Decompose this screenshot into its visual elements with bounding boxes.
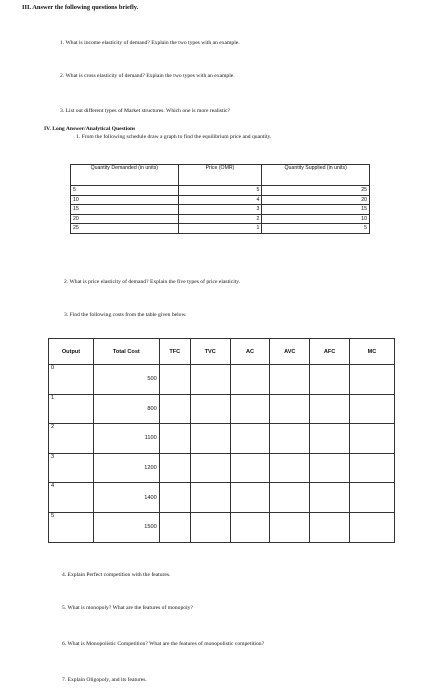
section-4-heading: IV. Long Answer/Analytical Questions [44, 126, 136, 132]
empty-cell [270, 365, 310, 395]
empty-cell [190, 424, 230, 454]
empty-cell [159, 483, 190, 513]
question-4-1: 1. From the following schedule draw a graph to find the equilibrium price and quantity. [76, 134, 272, 140]
question-4-5: 5. What is monopoly? What are the features of monopoly? [62, 605, 193, 611]
empty-cell [310, 365, 350, 395]
output-cell: 3 [49, 453, 94, 483]
cost-header-ac: AC [230, 339, 270, 365]
empty-cell [349, 483, 394, 513]
empty-cell [270, 453, 310, 483]
section-3-heading: III. Answer the following questions briefly. [22, 4, 139, 11]
output-cell: 2 [49, 424, 94, 454]
empty-cell [159, 512, 190, 542]
empty-cell [310, 424, 350, 454]
empty-cell [159, 394, 190, 424]
qd-cell: 15 [71, 205, 179, 215]
empty-cell [349, 453, 394, 483]
empty-cell [270, 483, 310, 513]
table-row [71, 214, 370, 224]
empty-cell [159, 424, 190, 454]
total-cost-cell: 1400 [93, 483, 159, 513]
qs-cell: 5 [262, 224, 370, 234]
empty-cell [310, 453, 350, 483]
table-row [49, 483, 395, 513]
empty-cell [230, 394, 270, 424]
empty-cell [349, 394, 394, 424]
cost-header-output: Output [49, 339, 94, 365]
total-cost-cell: 800 [93, 394, 159, 424]
empty-cell [349, 512, 394, 542]
price-cell: 1 [178, 224, 262, 234]
table-row [49, 394, 395, 424]
empty-cell [270, 512, 310, 542]
question-4-4: 4. Explain Perfect competition with the features. [62, 572, 171, 578]
total-cost-cell: 500 [93, 365, 159, 395]
empty-cell [349, 424, 394, 454]
schedule-header-qd: Quantity Demanded (in units) [71, 165, 179, 186]
table-row [71, 205, 370, 215]
output-cell: 4 [49, 483, 94, 513]
table-row [71, 186, 370, 196]
output-cell: 5 [49, 512, 94, 542]
schedule-table [70, 164, 370, 234]
table-row [49, 512, 395, 542]
price-cell: 2 [178, 214, 262, 224]
empty-cell [230, 424, 270, 454]
cost-header-mc: MC [349, 339, 394, 365]
qs-cell: 10 [262, 214, 370, 224]
empty-cell [230, 483, 270, 513]
price-cell: 3 [178, 205, 262, 215]
price-cell: 4 [178, 195, 262, 205]
qd-cell: 20 [71, 214, 179, 224]
schedule-header-price: Price (OMR) [178, 165, 262, 186]
price-cell: 5 [178, 186, 262, 196]
output-cell: 0 [49, 365, 94, 395]
empty-cell [190, 394, 230, 424]
total-cost-cell: 1500 [93, 512, 159, 542]
empty-cell [190, 453, 230, 483]
empty-cell [349, 365, 394, 395]
cost-table [48, 338, 395, 543]
table-row [49, 365, 395, 395]
qd-cell: 5 [71, 186, 179, 196]
empty-cell [270, 424, 310, 454]
cost-header-row [49, 339, 395, 365]
qs-cell: 20 [262, 195, 370, 205]
cost-header-avc: AVC [270, 339, 310, 365]
table-row [71, 195, 370, 205]
table-row [71, 224, 370, 234]
cost-header-afc: AFC [310, 339, 350, 365]
empty-cell [159, 453, 190, 483]
table-row [49, 424, 395, 454]
qd-cell: 10 [71, 195, 179, 205]
question-3-1: 1. What is income elasticity of demand? Explain the two types with an example. [60, 40, 240, 46]
empty-cell [310, 483, 350, 513]
schedule-header-qs: Quantity Supplied (in units) [262, 165, 370, 186]
empty-cell [230, 512, 270, 542]
question-4-6: 6. What is Monopolistic Competition? What are the features of monopolistic competition? [62, 641, 265, 647]
empty-cell [159, 365, 190, 395]
question-4-7: 7. Explain Oligopoly, and its features. [62, 677, 147, 683]
cost-header-tvc: TVC [190, 339, 230, 365]
empty-cell [230, 365, 270, 395]
schedule-header-row [71, 165, 370, 186]
empty-cell [230, 453, 270, 483]
empty-cell [190, 512, 230, 542]
cost-header-tfc: TFC [159, 339, 190, 365]
qs-cell: 15 [262, 205, 370, 215]
output-cell: 1 [49, 394, 94, 424]
qd-cell: 25 [71, 224, 179, 234]
total-cost-cell: 1200 [93, 453, 159, 483]
question-4-3: 3. Find the following costs from the table given below. [64, 312, 187, 318]
empty-cell [310, 394, 350, 424]
question-3-2: 2. What is cross elasticity of demand? Explain the two types with an example. [60, 73, 235, 79]
question-3-3: 3. List out different types of Market structures. Which one is more realistic? [60, 108, 231, 114]
table-row [49, 453, 395, 483]
question-4-2: 2. What is price elasticity of demand? Explain the five types of price elasticity. [64, 279, 241, 285]
cost-header-total-cost: Total Cost [93, 339, 159, 365]
empty-cell [190, 365, 230, 395]
qs-cell: 25 [262, 186, 370, 196]
total-cost-cell: 1100 [93, 424, 159, 454]
empty-cell [190, 483, 230, 513]
empty-cell [310, 512, 350, 542]
empty-cell [270, 394, 310, 424]
